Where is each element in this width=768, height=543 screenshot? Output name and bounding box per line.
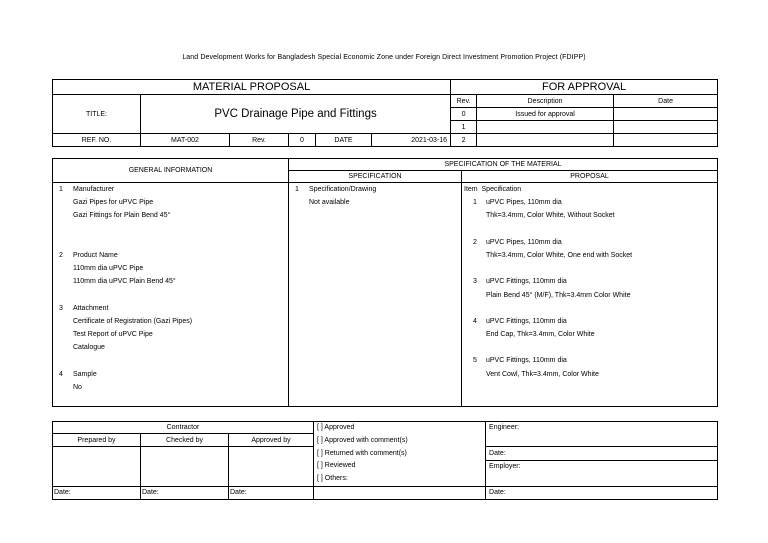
engineer-date[interactable]: Date: — [486, 447, 718, 461]
engineer-signature[interactable]: Engineer: — [486, 422, 718, 447]
general-information-heading: GENERAL INFORMATION — [53, 159, 289, 183]
general-item — [59, 183, 285, 249]
title-value: PVC Drainage Pipe and Fittings — [141, 95, 451, 134]
prepared-by-date[interactable]: Date: — [53, 486, 141, 499]
item-detail: Plain Bend 45° (M/F), Thk=3.4mm Color White — [486, 291, 631, 299]
spec-of-material-heading: SPECIFICATION OF THE MATERIAL — [289, 159, 718, 171]
item-detail: Thk=3.4mm, Color White, One end with Socket — [486, 251, 633, 259]
item-line: Test Report of uPVC Pipe — [73, 331, 153, 339]
date-col-header: Date — [614, 95, 718, 108]
item-title: uPVC Pipes, 110mm dia — [486, 238, 562, 246]
item-title: Manufacturer — [73, 186, 115, 193]
description-cell — [477, 134, 614, 147]
item-number: 3 — [59, 304, 63, 312]
prepared-by-label: Prepared by — [53, 434, 141, 447]
returned-with-comments-option[interactable]: [ ] Returned with comment(s) — [317, 449, 407, 457]
ref-label: REF. NO. — [53, 134, 141, 147]
item-title: uPVC Fittings, 110mm dia — [486, 317, 567, 325]
checked-by-signature[interactable] — [141, 447, 229, 487]
proposal-item — [464, 354, 714, 380]
general-item — [59, 302, 285, 368]
rev-cell: 0 — [451, 108, 477, 121]
project-title: Land Development Works for Bangladesh Special Economic Zone under Foreign Direct Investment Promotion Project (FDIPP) — [182, 54, 586, 61]
material-proposal-heading: MATERIAL PROPOSAL — [53, 80, 451, 95]
proposal-item — [464, 196, 714, 236]
others-option[interactable]: [ ] Others: — [317, 475, 348, 483]
item-number: 1 — [59, 186, 63, 193]
specification-body — [289, 183, 462, 407]
item-col-header: Item — [464, 186, 478, 193]
rev-cell: 2 — [451, 134, 477, 147]
title-label: TITLE: — [53, 95, 141, 134]
item-title: uPVC Pipes, 110mm dia — [486, 199, 562, 207]
general-item — [59, 249, 285, 302]
item-detail: Thk=3.4mm, Color White, Without Socket — [486, 212, 615, 220]
item-title: Specification/Drawing — [309, 186, 377, 193]
description-col-header: Description — [477, 95, 614, 108]
date-value: 2021-03-16 — [372, 134, 451, 147]
date-cell — [614, 108, 718, 121]
date-cell — [614, 134, 718, 147]
checked-by-date[interactable]: Date: — [141, 486, 229, 499]
contractor-heading: Contractor — [53, 422, 314, 434]
item-title: uPVC Fittings, 110mm dia — [486, 278, 567, 286]
item-title: Product Name — [73, 251, 118, 259]
item-number: 1 — [473, 199, 477, 207]
specification-col-header: Specification — [481, 186, 522, 193]
approval-options — [314, 422, 486, 487]
general-item — [59, 368, 285, 394]
approved-option[interactable]: [ ] Approved — [317, 424, 355, 431]
item-number: 4 — [59, 370, 63, 378]
item-number: 2 — [59, 251, 63, 259]
rev-label: Rev. — [230, 134, 289, 147]
approved-by-label: Approved by — [229, 434, 314, 447]
rev-cell: 1 — [451, 121, 477, 134]
options-bottom-cell — [314, 486, 486, 499]
proposal-item — [464, 315, 714, 355]
material-spec-table — [52, 158, 718, 407]
checked-by-label: Checked by — [141, 434, 229, 447]
proposal-heading: PROPOSAL — [462, 171, 718, 183]
date-cell — [614, 121, 718, 134]
proposal-item — [464, 236, 714, 276]
proposal-item — [464, 275, 714, 315]
item-number: 4 — [473, 317, 477, 325]
item-title: Attachment — [73, 304, 109, 312]
employer-date[interactable]: Date: — [486, 486, 718, 499]
approved-by-date[interactable]: Date: — [229, 486, 314, 499]
general-information-body — [53, 183, 289, 407]
item-line: Gazi Fittings for Plain Bend 45° — [73, 212, 171, 220]
ref-value: MAT-002 — [141, 134, 230, 147]
proposal-body — [462, 183, 718, 407]
rev-value: 0 — [289, 134, 316, 147]
item-number: 5 — [473, 357, 477, 365]
item-number: 2 — [473, 238, 477, 246]
prepared-by-signature[interactable] — [53, 447, 141, 487]
date-label: DATE — [316, 134, 372, 147]
description-cell: Issued for approval — [477, 108, 614, 121]
approved-with-comments-option[interactable]: [ ] Approved with comment(s) — [317, 436, 408, 444]
item-line: Certificate of Registration (Gazi Pipes) — [73, 317, 193, 325]
item-line: Catalogue — [73, 344, 105, 352]
item-title: uPVC Fittings, 110mm dia — [486, 357, 567, 365]
item-line: Gazi Pipes for uPVC Pipe — [73, 199, 154, 207]
item-line: No — [73, 383, 82, 391]
approved-by-signature[interactable] — [229, 447, 314, 487]
description-cell — [477, 121, 614, 134]
item-line: 110mm dia uPVC Plain Bend 45° — [73, 278, 176, 286]
employer-signature[interactable]: Employer: — [486, 460, 718, 486]
for-approval-heading: FOR APPROVAL — [451, 80, 718, 95]
specification-heading: SPECIFICATION — [289, 171, 462, 183]
item-detail: End Cap, Thk=3.4mm, Color White — [486, 331, 595, 339]
header-table — [52, 79, 718, 147]
item-detail: Vent Cowl, Thk=3.4mm, Color White — [486, 370, 599, 378]
item-title: Sample — [73, 370, 97, 378]
item-number: 1 — [295, 186, 299, 193]
item-line: 110mm dia uPVC Pipe — [73, 265, 144, 273]
rev-col-header: Rev. — [451, 95, 477, 108]
approval-table — [52, 421, 718, 500]
reviewed-option[interactable]: [ ] Reviewed — [317, 462, 356, 470]
item-line: Not available — [309, 199, 350, 207]
item-number: 3 — [473, 278, 477, 286]
